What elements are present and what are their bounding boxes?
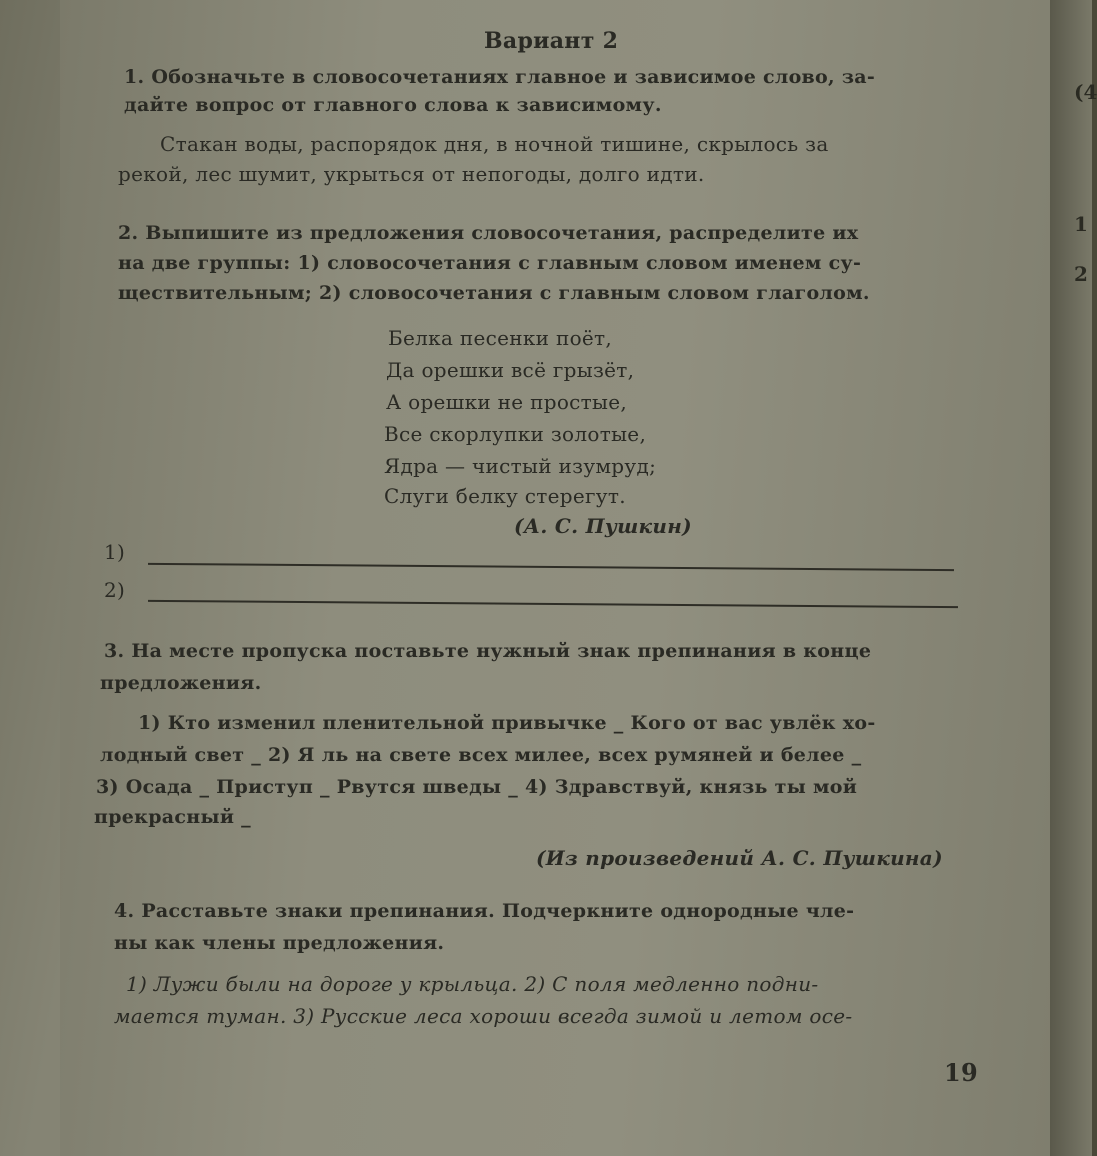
answer2-label: 2) [104,578,126,602]
answer1-label: 1) [104,540,126,564]
task4-heading-line1: 4. Расставьте знаки препинания. Подчеркните однородные чле- [114,900,855,922]
task4-text-line2: мается туман. 3) Русские леса хороши всегда зимой и летом осе- [114,1004,853,1028]
task3-source: (Из произведений А. С. Пушкина) [536,846,943,870]
task2-heading-line1: 2. Выпишите из предложения словосочетания, распределите их [118,222,859,244]
task2-heading-line3: ществительным; 2) словосочетания с главным словом глаголом. [118,282,870,304]
task3-text-line3: 3) Осада _ Приступ _ Рвутся шведы _ 4) Здравствуй, князь ты мой [96,776,858,798]
next-page-edge [1050,0,1092,1156]
poem-line: Ядра — чистый изумруд; [384,454,657,478]
task3-text-line2: лодный свет _ 2) Я ль на свете всех милее, всех румяней и белее _ [100,744,862,766]
task4-heading-line2: ны как члены предложения. [114,932,445,954]
poem-line: Все скорлупки золотые, [384,422,647,446]
poem-author: (А. С. Пушкин) [514,514,692,538]
task4-text-line1: 1) Лужи были на дороге у крыльца. 2) С поля медленно подни- [126,972,819,996]
task1-text-line2: рекой, лес шумит, укрыться от непогоды, долго идти. [118,162,705,186]
task3-text-line1: 1) Кто изменил пленительной привычке _ Кого от вас увлёк хо- [138,712,876,734]
edge-mark: 2 [1074,262,1088,286]
task3-heading-line1: 3. На месте пропуска поставьте нужный знак препинания в конце [104,640,872,662]
task1-heading-line2: дайте вопрос от главного слова к зависимому. [124,94,662,116]
poem-line: Да орешки всё грызёт, [386,358,635,382]
poem-line: А орешки не простые, [386,390,628,414]
task3-text-line4: прекрасный _ [94,806,251,828]
task1-text-line1: Стакан воды, распорядок дня, в ночной тишине, скрылось за [160,132,829,156]
edge-mark: 1 [1074,212,1088,236]
edge-mark: (4 [1074,80,1097,104]
poem-line: Белка песенки поёт, [388,326,613,350]
page-title: Вариант 2 [484,28,619,54]
poem-line: Слуги белку стерегут. [384,484,626,508]
task1-heading-line1: 1. Обозначьте в словосочетаниях главное и зависимое слово, за- [124,66,876,88]
task3-heading-line2: предложения. [100,672,262,694]
page-number: 19 [944,1058,978,1087]
task2-heading-line2: на две группы: 1) словосочетания с главным словом именем су- [118,252,862,274]
